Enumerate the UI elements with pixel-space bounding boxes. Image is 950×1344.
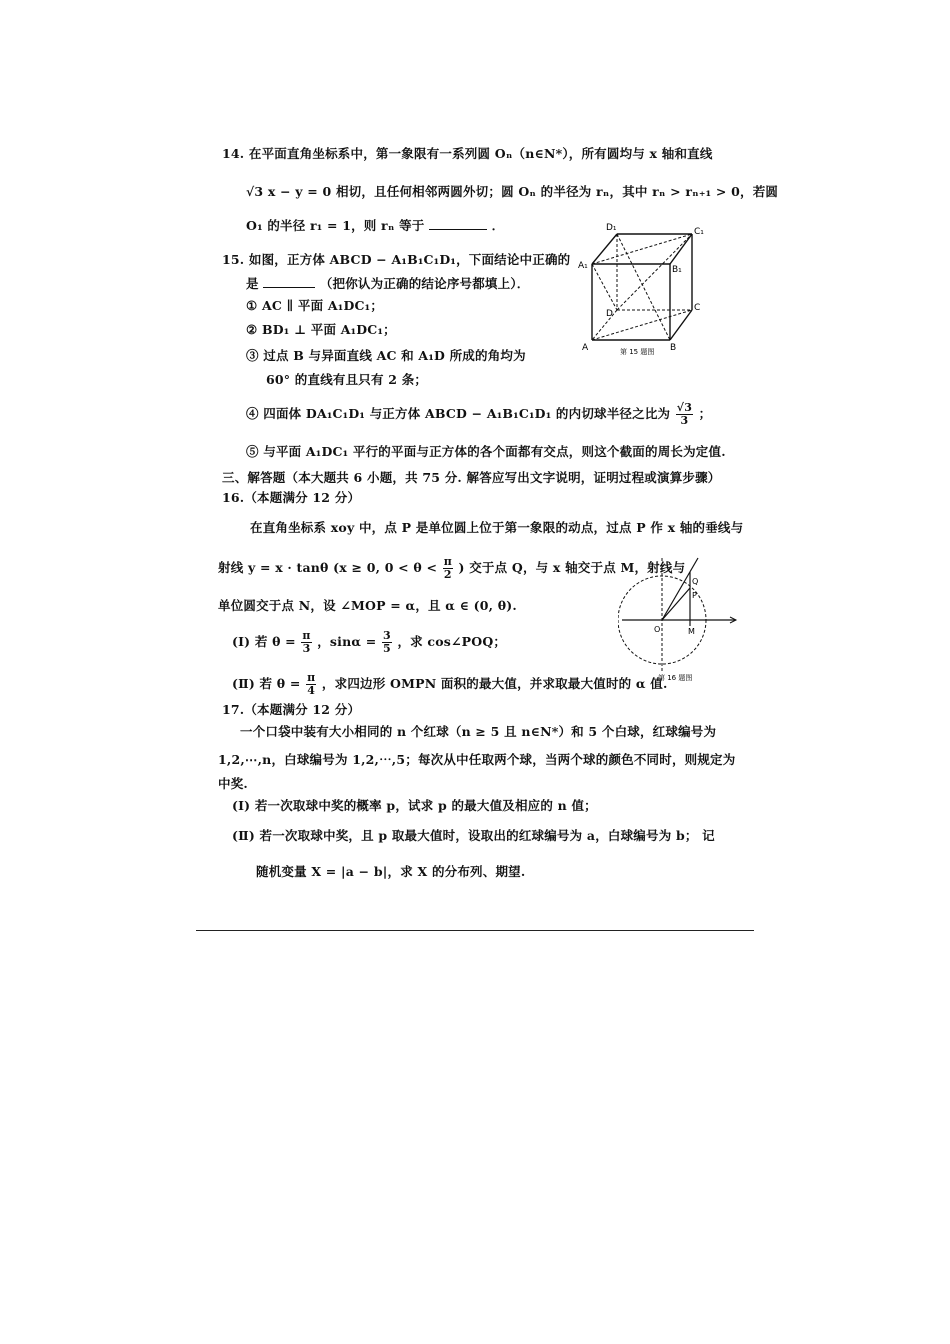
- q16-part-2-start: (Ⅱ) 若 θ =: [232, 676, 301, 691]
- q14-line-3-end: ．: [491, 218, 505, 233]
- q16-part-2-fraction: [306, 672, 316, 697]
- q17-line-2: 1,2,⋯,n，白球编号为 1,2,⋯,5；每次从中任取两个球，当两个球的颜色不同时，则规定为: [218, 752, 736, 767]
- q16-part-2: [232, 672, 668, 697]
- q16-part-1-middle: ，sinα =: [317, 634, 377, 649]
- q15-option-3-line-2: 60° 的直线有且只有 2 条；: [266, 372, 428, 387]
- q15-option-3-line-1: ③ 过点 B 与异面直线 AC 和 A₁D 所成的角均为: [246, 348, 526, 363]
- q17-header: 17.（本题满分 12 分）: [222, 702, 361, 717]
- q16-header: 16.（本题满分 12 分）: [222, 490, 361, 505]
- q16-part-1: [232, 630, 506, 655]
- cube-label-a: A: [582, 343, 589, 353]
- cube-label-b: B: [670, 343, 677, 353]
- section-3-heading: 三、解答题（本大题共 6 小题，共 75 分. 解答应写出文字说明，证明过程或演算步骤）: [222, 470, 721, 485]
- q16-line-3: 单位圆交于点 N，设 ∠MOP = α，且 α ∈ (0, θ).: [218, 598, 517, 613]
- q15-option-5: ⑤ 与平面 A₁DC₁ 平行的平面与正方体的各个面都有交点，则这个截面的周长为定值.: [246, 444, 726, 459]
- q15-answer-blank: [263, 277, 315, 288]
- circle-figure-caption: 第 16 题图: [658, 674, 693, 682]
- circle-label-m: M: [688, 627, 695, 636]
- circle-label-p: P: [692, 591, 697, 600]
- q16-line-1: 在直角坐标系 xoy 中，点 P 是单位圆上位于第一象限的动点，过点 P 作 x 轴的垂线与: [250, 520, 744, 535]
- fraction-numerator: π: [443, 555, 452, 568]
- q17-part-1: (Ⅰ) 若一次取球中奖的概率 p，试求 p 的最大值及相应的 n 值；: [232, 798, 597, 813]
- q16-part-1-end: ，求 cos∠POQ；: [397, 634, 507, 649]
- circle-label-o: O: [654, 625, 661, 634]
- q15-option-4: [246, 402, 711, 427]
- q16-line-2: [218, 556, 685, 581]
- fraction-denominator: 2: [443, 568, 452, 581]
- q16-part-2-end: ，求四边形 OMPN 面积的最大值，并求取最大值时的 α 值.: [321, 676, 668, 691]
- fraction-numerator: √3: [676, 401, 693, 414]
- cube-figure: [572, 220, 712, 360]
- fraction-denominator: 5: [383, 642, 391, 655]
- q17-line-3: 中奖.: [218, 776, 248, 791]
- q16-part-1-fraction-theta: [301, 630, 311, 655]
- fraction-denominator: 4: [307, 684, 316, 697]
- q14-line-3: [246, 218, 504, 234]
- page-divider: [196, 930, 754, 931]
- q14-line-2: √3 x − y = 0 相切，且任何相邻两圆外切；圆 Oₙ 的半径为 rₙ，其中 rₙ > rₙ₊₁ > 0，若圆: [246, 184, 779, 199]
- fraction-numerator: 3: [383, 629, 391, 642]
- q14-line-1: 14. 在平面直角坐标系中，第一象限有一系列圆 Oₙ（n∈N*），所有圆均与 x 轴和直线: [222, 146, 713, 161]
- cube-label-d: D: [606, 309, 613, 319]
- q15-line-1: 15. 如图，正方体 ABCD − A₁B₁C₁D₁，下面结论中正确的: [222, 252, 571, 267]
- q16-part-1-fraction-sin: [382, 630, 392, 655]
- cube-label-a1: A₁: [578, 261, 588, 271]
- fraction-denominator: 3: [680, 414, 689, 427]
- q15-option-2: ② BD₁ ⊥ 平面 A₁DC₁；: [246, 322, 396, 337]
- cube-figure-caption: 第 15 题图: [620, 348, 655, 356]
- cube-label-b1: B₁: [672, 265, 682, 275]
- q15-option-4-fraction: [676, 402, 693, 427]
- q15-line-2-start: 是: [246, 276, 259, 291]
- q16-line-2-end: ) 交于点 Q，与 x 轴交于点 M，射线与: [458, 560, 686, 575]
- circle-label-q: Q: [692, 577, 699, 586]
- q16-line-2-fraction: [443, 556, 453, 581]
- fraction-numerator: π: [302, 629, 311, 642]
- cube-label-c1: C₁: [694, 227, 704, 237]
- fraction-numerator: π: [307, 671, 316, 684]
- q17-part-3: 随机变量 X = |a − b|，求 X 的分布列、期望.: [256, 864, 526, 879]
- fraction-denominator: 3: [302, 642, 311, 655]
- q14-line-3-text: O₁ 的半径 r₁ = 1，则 rₙ 等于: [246, 218, 425, 233]
- q15-option-1: ① AC ∥ 平面 A₁DC₁；: [246, 298, 384, 313]
- q14-answer-blank: [429, 219, 487, 230]
- cube-label-d1: D₁: [606, 223, 617, 233]
- q15-option-4-text: ④ 四面体 DA₁C₁D₁ 与正方体 ABCD − A₁B₁C₁D₁ 的内切球半径之比为: [246, 406, 671, 421]
- q16-part-1-start: (Ⅰ) 若 θ =: [232, 634, 296, 649]
- cube-label-c: C: [694, 303, 701, 313]
- q15-option-4-end: ；: [698, 406, 712, 421]
- q17-line-1: 一个口袋中装有大小相同的 n 个红球（n ≥ 5 且 n∈N*）和 5 个白球，红球编号为: [240, 724, 717, 739]
- q17-part-2: (Ⅱ) 若一次取球中奖，且 p 取最大值时，设取出的红球编号为 a，白球编号为 b； 记: [232, 828, 715, 843]
- q16-line-2-start: 射线 y = x · tanθ (x ≥ 0, 0 < θ <: [218, 560, 438, 575]
- q15-line-2-end: （把你认为正确的结论序号都填上）．: [319, 276, 530, 291]
- q15-line-2: [246, 276, 529, 292]
- unit-circle-figure: [618, 552, 742, 684]
